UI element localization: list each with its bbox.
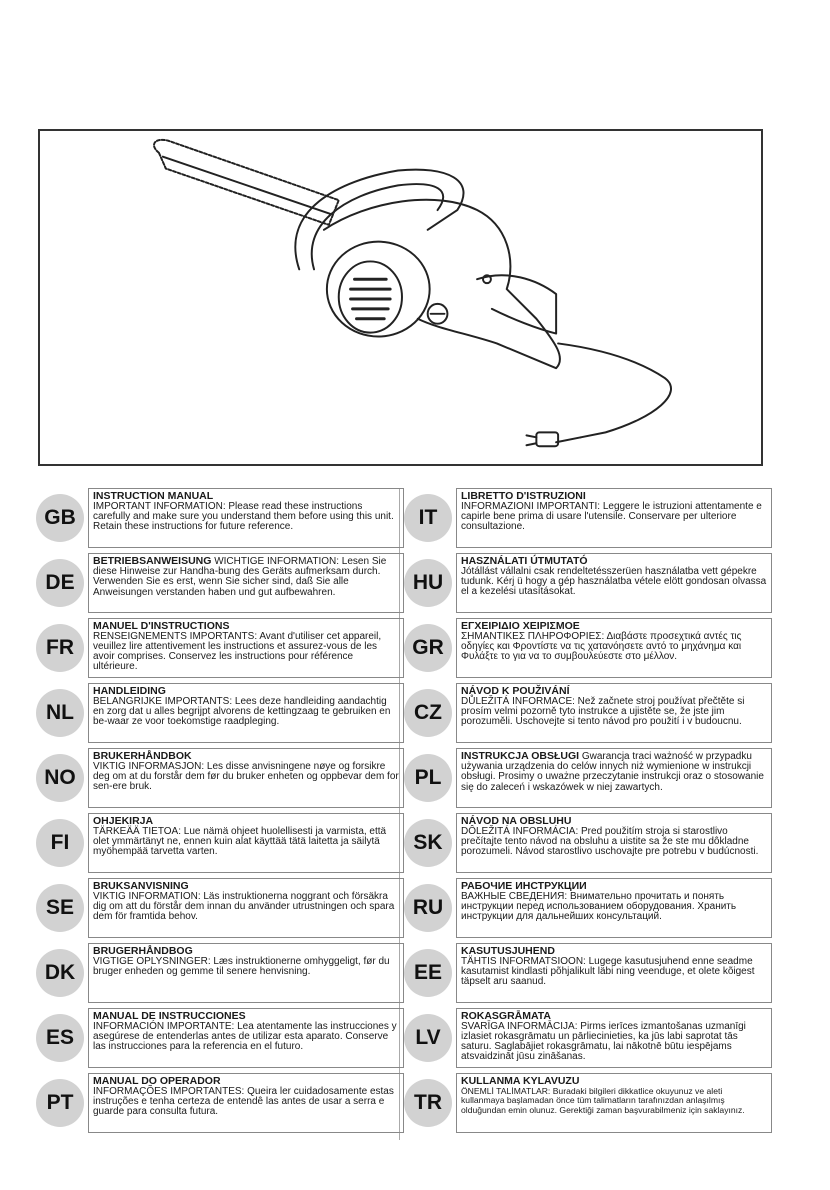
language-description xyxy=(88,878,404,938)
important-heading: ВАЖНЫЕ СВЕДЕНИЯ: xyxy=(461,890,568,902)
language-badge: RU xyxy=(404,884,452,932)
manual-title: KULLANMA KYLAVUZU xyxy=(461,1075,580,1087)
manual-title: BETRIEBSANWEISUNG xyxy=(93,555,212,567)
language-row-sk xyxy=(404,813,776,875)
manual-body xyxy=(93,892,399,923)
manual-body xyxy=(461,827,767,858)
language-badge: ES xyxy=(36,1014,84,1062)
manual-title: BRUGERHÅNDBOG xyxy=(93,945,193,957)
important-heading: INFORMAZIONI IMPORTANTI: xyxy=(461,500,601,512)
language-badge: DK xyxy=(36,949,84,997)
manual-text: Lea atentamente las instrucciones y asegúrese de entenderlas antes de utilizar esta aparato. Conserve las instrucciones para la referencia en el futuro. xyxy=(93,1020,397,1052)
language-row-pt xyxy=(36,1073,408,1135)
manual-title: INSTRUCTION MANUAL xyxy=(93,490,214,502)
manual-body xyxy=(461,1087,767,1116)
chainsaw-illustration xyxy=(38,129,763,466)
manual-text: Lesen Sie diese Hinweise zur Handha-bung des Geräts aufmerksam durch. Verwenden Sie es erst, wenn Sie sicher sind, daß Sie alle Anweisungen verstanden haben und gut aufbewahren. xyxy=(93,556,387,598)
manual-body xyxy=(93,556,399,598)
important-heading: TÄRKEÄÄ TIETOA: xyxy=(93,825,181,837)
important-heading: VIKTIG INFORMATION: xyxy=(93,890,201,902)
language-description xyxy=(88,748,404,808)
manual-title: MANUAL DE INSTRUCCIONES xyxy=(93,1010,246,1022)
language-description xyxy=(456,1073,772,1133)
language-row-ru xyxy=(404,878,776,940)
language-badge: NL xyxy=(36,689,84,737)
manual-title: BRUKERHÅNDBOK xyxy=(93,750,192,762)
manual-text: Læs instruktionerne omhyggeligt, før du bruger enheden og gemme til senere henvisning. xyxy=(93,955,390,977)
important-heading: DÔLEŽITÁ INFORMÁCIA: xyxy=(461,825,579,837)
language-badge: SK xyxy=(404,819,452,867)
language-row-no xyxy=(36,748,408,810)
manual-text: Pirms ierīces izmantošanas uzmanīgi izlasiet rokasgrāmatu un pārliecinieties, ka jūs labi saprotat tās saturu. Saglabājiet rokasgrāmatu, lai nākotnē būtu iespējams atsvaidzināt jūsu zināšanas. xyxy=(461,1020,746,1063)
language-row-de xyxy=(36,553,408,615)
language-badge: PL xyxy=(404,754,452,802)
manual-body xyxy=(461,892,767,923)
language-row-pl xyxy=(404,748,776,810)
manual-text: Avant d'utiliser cet appareil, veuillez lire attentivement les instructions et assurez-vous de les avoir comprises. Conservez les instructions pour référence ultérieure. xyxy=(93,630,382,673)
manual-title: ΕΓΧΕΙΡΙΔΙΟ ΧΕΙΡΙΣΜΟΕ xyxy=(461,620,580,632)
manual-title: NÁVOD NA OBSLUHU xyxy=(461,815,572,827)
manual-title: BRUKSANVISNING xyxy=(93,880,189,892)
language-description xyxy=(456,878,772,938)
language-row-dk xyxy=(36,943,408,1005)
manual-text: Lue nämä ohjeet huolellisesti ja varmista, että olet ymmärtänyt ne, ennen kuin alat käyttää tätä laitetta ja säilytä myöhempää tarvetta varten. xyxy=(93,825,387,857)
manual-title: HASZNÁLATI ÚTMUTATÓ xyxy=(461,555,588,567)
language-row-hu xyxy=(404,553,776,615)
language-badge: GB xyxy=(36,494,84,542)
language-description xyxy=(456,813,772,873)
language-description xyxy=(456,618,772,678)
language-badge: LV xyxy=(404,1014,452,1062)
language-description xyxy=(88,683,404,743)
language-badge: FI xyxy=(36,819,84,867)
language-description xyxy=(456,683,772,743)
important-heading: ΣΗΜΑΝΤΙΚΕΣ ΠΛΗΡΟΦΟΡΙΕΣ: xyxy=(461,630,605,642)
manual-body xyxy=(461,632,767,663)
language-row-nl xyxy=(36,683,408,745)
language-badge: EE xyxy=(404,949,452,997)
manual-body xyxy=(93,762,399,793)
language-description xyxy=(88,1073,404,1133)
language-row-se xyxy=(36,878,408,940)
manual-body xyxy=(461,751,767,793)
manual-text: Lugege kasutusjuhend enne seadme kasutamist kindlasti põhjalikult läbi ning veenduge, et olete kõigest täpselt aru saanud. xyxy=(461,955,755,987)
language-badge: DE xyxy=(36,559,84,607)
language-row-es xyxy=(36,1008,408,1070)
language-row-lv xyxy=(404,1008,776,1070)
language-description xyxy=(88,943,404,1003)
manual-text: Läs instruktionerna noggrant och försäkra dig om att du förstår dem innan du använder utrustningen och spara dem för framtida behov. xyxy=(93,890,395,922)
chainsaw-drawing xyxy=(40,131,761,464)
manual-body xyxy=(461,1022,767,1063)
important-heading: ÖNEMLİ TALİMATLAR: xyxy=(461,1085,551,1096)
language-row-gb xyxy=(36,488,408,550)
important-heading: WICHTIGE INFORMATION: xyxy=(211,556,340,567)
manual-text: Buradaki bilgileri dikkatlice okuyunuz ve aleti kullanmaya başlamadan önce tüm talimatların tarafınızdan anlaşılmış olduğundan emin olunuz. Gerektiği zaman başvurabilmeniz için saklayınız. xyxy=(461,1085,745,1115)
language-description xyxy=(88,1008,404,1068)
language-description xyxy=(456,488,772,548)
manual-text: Pred použitím stroja si starostlivo prečítajte tento návod na obsluhu a uistite sa že ste mu dôkladne porozumeli. Návod starostlivo uschovajte pre potrebu v budúcnosti. xyxy=(461,825,759,857)
language-badge: SE xyxy=(36,884,84,932)
language-row-fi xyxy=(36,813,408,875)
language-description xyxy=(88,813,404,873)
important-heading: INFORMACIÓN IMPORTANTE: xyxy=(93,1020,235,1032)
manual-text: Διαβάστε προσεχτικά αντές τις οδηγίες και Φροντίστε να τις χατανόησετε αντό το μηχάνημα και Φυλάξτε το για να το συμβουλεύεστε στο μέλλον. xyxy=(461,630,742,662)
important-heading: SVARĪGA INFORMĀCIJA: xyxy=(461,1020,578,1032)
language-badge: HU xyxy=(404,559,452,607)
language-row-tr xyxy=(404,1073,776,1135)
important-heading: IMPORTANT INFORMATION: xyxy=(93,500,226,512)
manual-body xyxy=(461,957,767,988)
manual-body xyxy=(93,1022,399,1053)
manual-body xyxy=(93,502,399,533)
manual-body xyxy=(93,827,399,858)
manual-body xyxy=(461,697,767,728)
manual-body xyxy=(93,697,399,728)
manual-body xyxy=(461,502,767,533)
language-badge: FR xyxy=(36,624,84,672)
language-row-cz xyxy=(404,683,776,745)
manual-text: Les disse anvisningene nøye og forsikre deg om at du forstår dem før du bruker enheten og oppbevar dem for sen-ere bruk. xyxy=(93,760,399,792)
important-heading: RENSEIGNEMENTS IMPORTANTS: xyxy=(93,630,258,642)
manual-title: ROKASGRĀMATA xyxy=(461,1010,552,1022)
language-badge: TR xyxy=(404,1079,452,1127)
language-badge: NO xyxy=(36,754,84,802)
language-badge: PT xyxy=(36,1079,84,1127)
manual-text: Queira ler cuidadosamente estas instruções e tenha certeza de entendê las antes de usar a serra e guarde para consulta futura. xyxy=(93,1085,394,1117)
manual-text: Lees deze handleiding aandachtig en zorg dat u alles begrijpt alvorens de kettingzaag te gebruiken en be-waar ze voor toekomstige raadpleging. xyxy=(93,695,391,727)
important-heading: VIGTIGE OPLYSNINGER: xyxy=(93,955,211,967)
manual-title: РАБОЧИЕ ИНСТРУКЦИИ xyxy=(461,880,587,892)
language-row-ee xyxy=(404,943,776,1005)
language-description xyxy=(88,618,404,678)
language-description xyxy=(88,488,404,548)
language-badge: IT xyxy=(404,494,452,542)
important-heading: BELANGRIJKE IMPORTANTS: xyxy=(93,695,233,707)
language-badge: CZ xyxy=(404,689,452,737)
language-description xyxy=(88,553,404,613)
manual-title: NÁVOD K POUŽIVÁNÍ xyxy=(461,685,570,697)
manual-text: Než začnete stroj používat přečtěte si prosím velmi pozorně tyto instrukce a ujistěte se, že jste jim porozuměli. Uschovejte si tento návod pro použití i v budoucnu. xyxy=(461,695,745,727)
language-description xyxy=(456,553,772,613)
important-heading: DŮLEŽITÁ INFORMACE: xyxy=(461,695,575,707)
manual-body xyxy=(93,632,399,673)
manual-text: Leggere le istruzioni attentamente e capirle bene prima di usare l'utensile. Conservare per ulteriore consultazione. xyxy=(461,500,762,532)
manual-body xyxy=(461,567,767,598)
manual-title: LIBRETTO D'ISTRUZIONI xyxy=(461,490,586,502)
important-heading: VIKTIG INFORMASJON: xyxy=(93,760,205,772)
language-row-fr xyxy=(36,618,408,680)
manual-body xyxy=(93,957,399,977)
manual-title: INSTRUKCJA OBSŁUGI xyxy=(461,750,580,762)
manual-title: KASUTUSJUHEND xyxy=(461,945,555,957)
manual-text: Gwarancja traci ważność w przypadku używania urządzenia do celów innych niż wymienione w instrukcji obsługi. Prosimy o uważne przeczytanie instrukcji oraz o stosowanie się do zaleceń i wskazówek w niej zawartych. xyxy=(461,751,764,793)
language-badge: GR xyxy=(404,624,452,672)
language-description xyxy=(456,748,772,808)
important-heading: TÄHTIS INFORMATSIOON: xyxy=(461,955,586,967)
important-heading: INFORMAÇÕES IMPORTANTES: xyxy=(93,1085,245,1097)
language-row-gr xyxy=(404,618,776,680)
manual-title: HANDLEIDING xyxy=(93,685,166,697)
manual-text: Внимательно прочитать и понять инструкции перед использованием оборудования. Хранить инструкции для дальнейших консультаций. xyxy=(461,890,737,922)
manual-text: Jótállást vállalni csak rendeltetésszerüen használatba vett gépekre tudunk. Kérj ü hogy a gép használatba vétele elött gondosan olvassa el a kezelési utasításokat. xyxy=(461,565,767,597)
language-row-it xyxy=(404,488,776,550)
language-description xyxy=(456,943,772,1003)
manual-body xyxy=(93,1087,399,1118)
manual-text: Please read these instructions carefully and make sure you understand them before using this unit. Retain these instructions for future reference. xyxy=(93,500,394,532)
language-description xyxy=(456,1008,772,1068)
manual-title: OHJEKIRJA xyxy=(93,815,154,827)
manual-title: MANUEL D'INSTRUCTIONS xyxy=(93,620,230,632)
manual-title: MANUAL DO OPERADOR xyxy=(93,1075,221,1087)
